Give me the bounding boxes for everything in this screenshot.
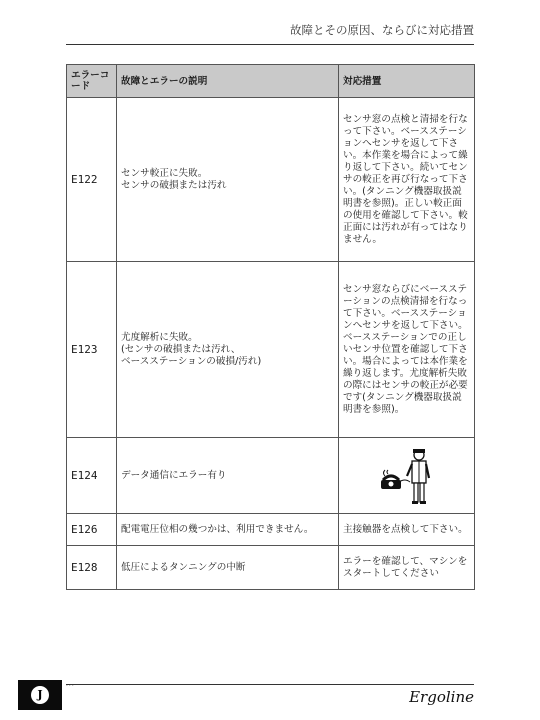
- error-code: E123: [67, 262, 117, 438]
- header-divider: [66, 44, 474, 45]
- error-action-icon-cell: [339, 438, 475, 514]
- column-header-code: エラーコード: [67, 65, 117, 98]
- error-code: E124: [67, 438, 117, 514]
- page-header-title: 故障とその原因、ならびに対応措置: [290, 23, 474, 37]
- error-description: 尤度解析に失敗。 (センサの破損または汚れ、 ベースステーションの破損/汚れ): [117, 262, 339, 438]
- error-action: センサ窓の点検と清掃を行なって下さい。ベースステーションへセンサを返して下さい。本作業を場合によって繰り返して下さい。続いてセンサの較正を再び行なって下さい。(タンニング機器取扱説明書を参照)。正しい較正面の使用を確認して下さい。較正面には汚れが有ってはなりません。: [339, 98, 475, 262]
- table-row: [67, 546, 475, 590]
- error-code: E122: [67, 98, 117, 262]
- error-code-table: [66, 64, 475, 590]
- table-row: [67, 98, 475, 262]
- error-code: E128: [67, 546, 117, 590]
- language-badge-letter: J: [31, 686, 49, 704]
- table-row: [67, 514, 475, 546]
- column-header-description: 故障とエラーの説明: [117, 65, 339, 98]
- error-action: センサ窓ならびにベースステーションの点検清掃を行なって下さい。ベースステーションへセンサを返して下さい。ベースステーションでの正しいセンサ位置を確認して下さい。場合によっては本作業を繰り返します。尤度解析失敗の際にはセンサの較正が必要です(タンニング機器取扱説明書を参照)。: [339, 262, 475, 438]
- table-row: [67, 438, 475, 514]
- column-header-action: 対応措置: [339, 65, 475, 98]
- brand-logo: Ergoline: [409, 688, 474, 706]
- error-description: 配電電圧位相の幾つかは、利用できません。: [117, 514, 339, 546]
- error-description: 低圧によるタンニングの中断: [117, 546, 339, 590]
- table-row: [67, 262, 475, 438]
- language-badge: [18, 680, 62, 710]
- service-technician-telephone-icon: [379, 446, 435, 506]
- page-number: ···: [66, 683, 75, 690]
- error-description: データ通信にエラー有り: [117, 438, 339, 514]
- footer-divider: [66, 684, 474, 685]
- error-action: エラーを確認して、マシンをスタートしてください: [339, 546, 475, 590]
- error-action: 主接触器を点検して下さい。: [339, 514, 475, 546]
- table-header-row: [67, 65, 475, 98]
- error-description: センサ較正に失敗。 センサの破損または汚れ: [117, 98, 339, 262]
- error-code: E126: [67, 514, 117, 546]
